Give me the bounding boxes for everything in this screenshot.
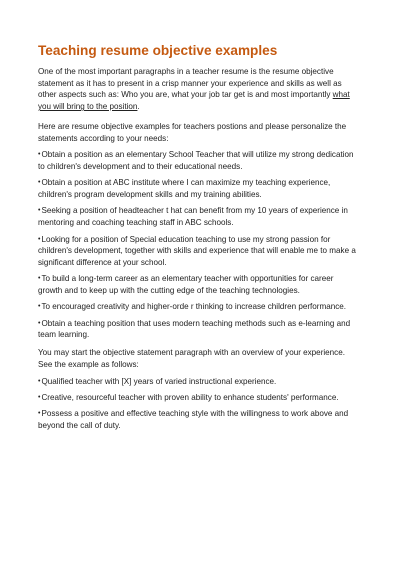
list-item: [38, 376, 359, 388]
overview-lead-paragraph: You may start the objective statement paragraph with an overview of your experience. See the example as follows:: [38, 348, 345, 369]
bullet-icon: •: [38, 207, 41, 215]
bullet-icon: •: [38, 275, 41, 283]
list-item: [38, 149, 359, 172]
list-item-text: To build a long-term career as an elementary teacher with opportunities for career growth and to keep up with the cutting edge of the teaching technologies.: [38, 274, 334, 295]
bullet-icon: •: [38, 151, 41, 159]
list-item-text: Seeking a position of headteacher t hat can benefit from my 10 years of experience in mentoring and coaching teaching staff in ABC schools.: [38, 206, 348, 228]
list-item-text: Possess a positive and effective teaching style with the willingness to work above and beyond the call of duty.: [38, 409, 349, 431]
objectives-lead-paragraph: Here are resume objective examples for teachers postions and please personalize the statements according to your needs:: [38, 121, 347, 143]
list-item: [38, 177, 359, 200]
intro-text-end: .: [137, 102, 140, 112]
document-title: Teaching resume objective examples: [38, 43, 278, 58]
bullet-icon: •: [38, 377, 41, 385]
list-item: [38, 301, 359, 313]
list-item-text: Obtain a teaching position that uses modern teaching methods such as e-learning and team learning.: [38, 318, 351, 340]
list-item: [38, 318, 359, 341]
intro-underlined-text: what you will bring to the position: [38, 90, 350, 112]
list-item-text: Qualified teacher with [X] years of varied instructional experience.: [41, 376, 277, 386]
intro-text: One of the most important paragraphs in a teacher resume is the resume objective statement as it has to present in a crisp manner your experience and skills as well as other aspects such as: Who you are, what your job tar get is and most importantly: [38, 67, 342, 100]
objectives-list: [38, 149, 359, 341]
list-item: [38, 234, 359, 269]
list-item-text: Obtain a position at ABC institute where I can maximize my teaching experience, children's program development skills and my training abilities.: [38, 178, 331, 200]
bullet-icon: •: [38, 393, 41, 401]
list-item-text: Obtain a position as an elementary School Teacher that will utilize my strong dedication to children's development and to their educational needs.: [38, 150, 354, 171]
list-item: [38, 273, 359, 296]
bullet-icon: •: [38, 179, 41, 187]
list-item-text: Looking for a position of Special education teaching to use my strong passion for children's development, together with skills and experience that will enable me to make a significant difference at your school.: [38, 234, 356, 267]
list-item: [38, 205, 359, 228]
bullet-icon: •: [38, 235, 41, 243]
bullet-icon: •: [38, 319, 41, 327]
list-item-text: Creative, resourceful teacher with proven ability to enhance students' performance.: [41, 392, 339, 402]
list-item-text: To encouraged creativity and higher-orde r thinking to increase children performance.: [41, 302, 347, 312]
intro-paragraph: [38, 66, 359, 113]
list-item: [38, 392, 359, 404]
bullet-icon: •: [38, 410, 41, 418]
overview-examples-list: [38, 376, 359, 432]
bullet-icon: •: [38, 303, 41, 311]
list-item: [38, 408, 359, 431]
